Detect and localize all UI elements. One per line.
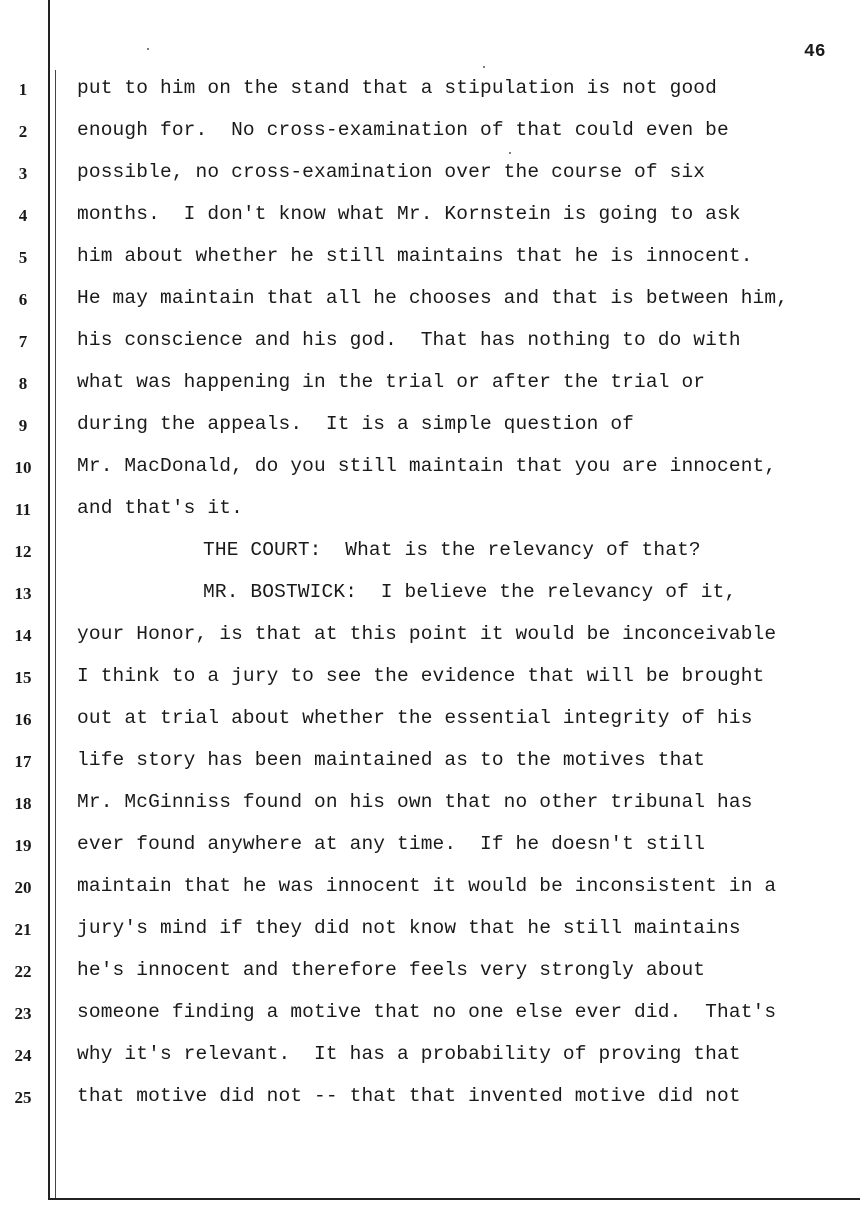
line-number: 5 (18, 248, 28, 267)
line-number: 23 (14, 1004, 32, 1023)
transcript-line: put to him on the stand that a stipulation is not good (77, 77, 718, 99)
transcript-line: THE COURT: What is the relevancy of that? (203, 539, 701, 561)
transcript-line: and that's it. (77, 497, 243, 519)
transcript-line: his conscience and his god. That has nothing to do with (77, 329, 741, 351)
line-number: 25 (14, 1088, 32, 1107)
line-number: 6 (18, 290, 28, 309)
line-number: 15 (14, 668, 32, 687)
transcript-line: MR. BOSTWICK: I believe the relevancy of it, (203, 581, 737, 603)
line-number: 8 (18, 374, 28, 393)
transcript-line: your Honor, is that at this point it would be inconceivable (77, 623, 777, 645)
transcript-line: jury's mind if they did not know that he still maintains (77, 917, 741, 939)
bottom-rule (48, 1198, 860, 1200)
transcript-line: he's innocent and therefore feels very strongly about (77, 959, 706, 981)
page-number: 46 (804, 42, 826, 62)
scan-speck (147, 48, 149, 50)
transcript-line: I think to a jury to see the evidence that will be brought (77, 665, 765, 687)
line-number: 17 (14, 752, 32, 771)
transcript-line: possible, no cross-examination over the course of six (77, 161, 706, 183)
line-number: 2 (18, 122, 28, 141)
scan-speck (509, 152, 511, 154)
transcript-line: life story has been maintained as to the motives that (77, 749, 706, 771)
transcript-line: ever found anywhere at any time. If he doesn't still (77, 833, 706, 855)
transcript-line: enough for. No cross-examination of that could even be (77, 119, 729, 141)
line-number: 18 (14, 794, 32, 813)
transcript-line: him about whether he still maintains that he is innocent. (77, 245, 753, 267)
transcript-line: He may maintain that all he chooses and that is between him, (77, 287, 789, 309)
line-number: 19 (14, 836, 32, 855)
transcript-line: out at trial about whether the essential integrity of his (77, 707, 753, 729)
line-number: 10 (14, 458, 32, 477)
transcript-line: maintain that he was innocent it would be inconsistent in a (77, 875, 777, 897)
line-number: 21 (14, 920, 32, 939)
left-margin-rule (48, 0, 50, 1200)
line-number: 20 (14, 878, 32, 897)
line-number: 14 (14, 626, 32, 645)
line-number: 13 (14, 584, 32, 603)
transcript-line: what was happening in the trial or after the trial or (77, 371, 706, 393)
transcript-line: during the appeals. It is a simple question of (77, 413, 635, 435)
scan-speck (483, 66, 485, 68)
transcript-line: why it's relevant. It has a probability of proving that (77, 1043, 741, 1065)
transcript-line: that motive did not -- that that invented motive did not (77, 1085, 741, 1107)
line-number: 7 (18, 332, 28, 351)
line-number: 16 (14, 710, 32, 729)
line-number: 24 (14, 1046, 32, 1065)
transcript-line: someone finding a motive that no one else ever did. That's (77, 1001, 777, 1023)
line-number: 22 (14, 962, 32, 981)
line-number: 3 (18, 164, 28, 183)
line-number: 12 (14, 542, 32, 561)
line-number: 11 (14, 500, 32, 519)
transcript-line: months. I don't know what Mr. Kornstein is going to ask (77, 203, 741, 225)
line-number: 4 (18, 206, 28, 225)
line-number: 1 (18, 80, 28, 99)
transcript-line: Mr. McGinniss found on his own that no other tribunal has (77, 791, 753, 813)
line-number: 9 (18, 416, 28, 435)
left-margin-rule-inner (55, 70, 56, 1200)
transcript-line: Mr. MacDonald, do you still maintain that you are innocent, (77, 455, 777, 477)
